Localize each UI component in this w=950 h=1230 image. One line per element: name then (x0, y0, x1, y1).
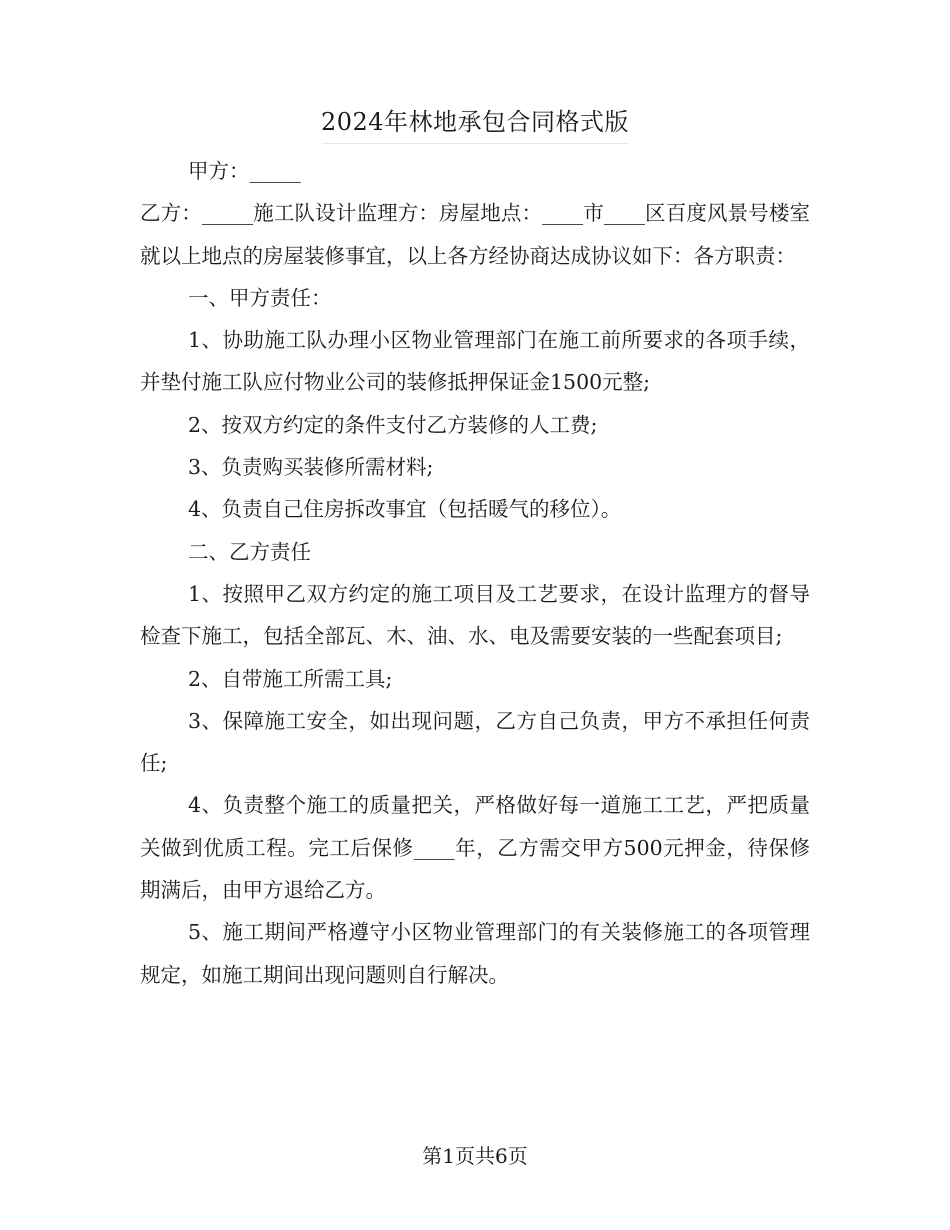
title-underline (322, 143, 628, 144)
clause-b-1: 1、按照甲乙双方约定的施工项目及工艺要求，在设计监理方的督导检查下施工，包括全部瓦、木、油、水、电及需要安装的一些配套项目; (140, 581, 810, 649)
page-number-footer: 第1页共6页 (422, 1144, 528, 1168)
party-a-line: 甲方：_____ (188, 159, 301, 183)
clause-a-1: 1、协助施工队办理小区物业管理部门在施工前所要求的各项手续，并垫付施工队应付物业公司的装修抵押保证金1500元整; (140, 328, 810, 395)
clause-a-3: 3、负责购买装修所需材料; (188, 455, 434, 480)
document-body (140, 150, 810, 996)
clause-a-4: 4、负责自己住房拆改事宜（包括暖气的移位）。 (188, 497, 622, 522)
section-heading-party-a: 一、甲方责任： (188, 285, 332, 310)
clause-b-4: 4、负责整个施工的质量把关，严格做好每一道施工工艺，严把质量关做到优质工程。完工后保修____年，乙方需交甲方500元押金，待保修期满后，由甲方退给乙方。 (140, 793, 810, 903)
clause-b-2: 2、自带施工所需工具; (188, 666, 393, 691)
clause-a-2: 2、按双方约定的条件支付乙方装修的人工费; (188, 412, 598, 437)
party-b-intro-paragraph: 乙方：_____施工队设计监理方：房屋地点：____市____区百度风景号楼室就以上地点的房屋装修事宜，以上各方经协商达成协议如下：各方职责： (140, 201, 810, 268)
section-heading-party-b: 二、乙方责任 (188, 539, 311, 564)
document-title: 2024年林地承包合同格式版 (320, 108, 630, 136)
clause-b-3: 3、保障施工安全，如出现问题，乙方自己负责，甲方不承担任何责任; (140, 708, 810, 776)
clause-b-5: 5、施工期间严格遵守小区物业管理部门的有关装修施工的各项管理规定，如施工期间出现问题则自行解决。 (140, 920, 810, 987)
